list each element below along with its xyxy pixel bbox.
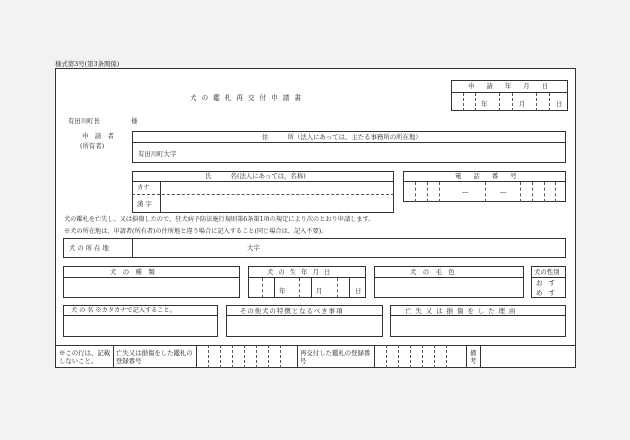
phone-header: 電 話 番 号 [455,172,522,180]
applicant-sub: (所有者) [80,142,105,150]
dog-location-box[interactable] [63,238,566,258]
statement: 犬の鑑札を亡失し、又は損傷したので、狂犬病予防法施行規則第6条第1項の規定により次のとおり申請します。 [64,216,375,223]
note-location: ※犬の所在地は、申請者(所有者)の住所地と違う場合に記入すること(同じ場合は、記入不要)。 [64,228,328,235]
address-value: 有田川町大字 [138,150,177,158]
address-header: 住 所（法人にあっては、主たる事務所の所在地） [262,133,422,141]
date-day: 日 [556,100,563,108]
sex-label: 犬の性別 [534,268,560,276]
date-header-label: 申 請 年 月 日 [468,82,554,90]
name-header: 氏 名(法人にあっては，名称) [205,172,306,180]
phone-sep-1: ― [462,188,469,196]
reissued-tag-label: 再交付した鑑札の登録番号 [300,349,371,365]
features-label: その他犬の特徴となるべき事項 [240,307,344,315]
date-month: 月 [519,100,526,108]
date-year: 年 [481,100,488,108]
kana-label: カナ [137,183,150,191]
birth-month: 月 [316,287,323,295]
coat-label: 犬 の 毛 色 [410,268,455,276]
kanji-label: 漢 字 [137,200,152,208]
honorific: 様 [131,117,138,125]
birthdate-label: 犬の生年月日 [267,268,336,276]
phone-sep-2: ― [500,188,507,196]
birth-day: 日 [355,287,362,295]
lost-tag-label: 亡失又は損傷をした鑑札の登録番号 [116,349,193,365]
sex-female[interactable]: め す [536,289,556,297]
sex-male[interactable]: お す [536,279,556,287]
remarks-label: 備考 [470,349,477,365]
form-title: 犬の鑑札再交付申請書 [190,94,306,102]
dog-location-value: 大字 [247,244,260,252]
dog-location-label: 犬の所在地 [69,244,111,252]
dog-name-label: 犬 の 名 ※カタカナで記入すること。 [71,307,176,314]
applicant-label: 申 請 者 [82,132,114,140]
mayor-label: 有田川町長 [68,117,100,125]
form-number: 様式第3号(第3条関係) [55,60,120,68]
birth-year: 年 [279,287,286,295]
reason-label: 亡失又は損傷をした理由 [405,307,520,315]
breed-label: 犬 の 種 類 [110,268,155,276]
office-note: ※この行は、記載しないこと。 [59,349,111,365]
